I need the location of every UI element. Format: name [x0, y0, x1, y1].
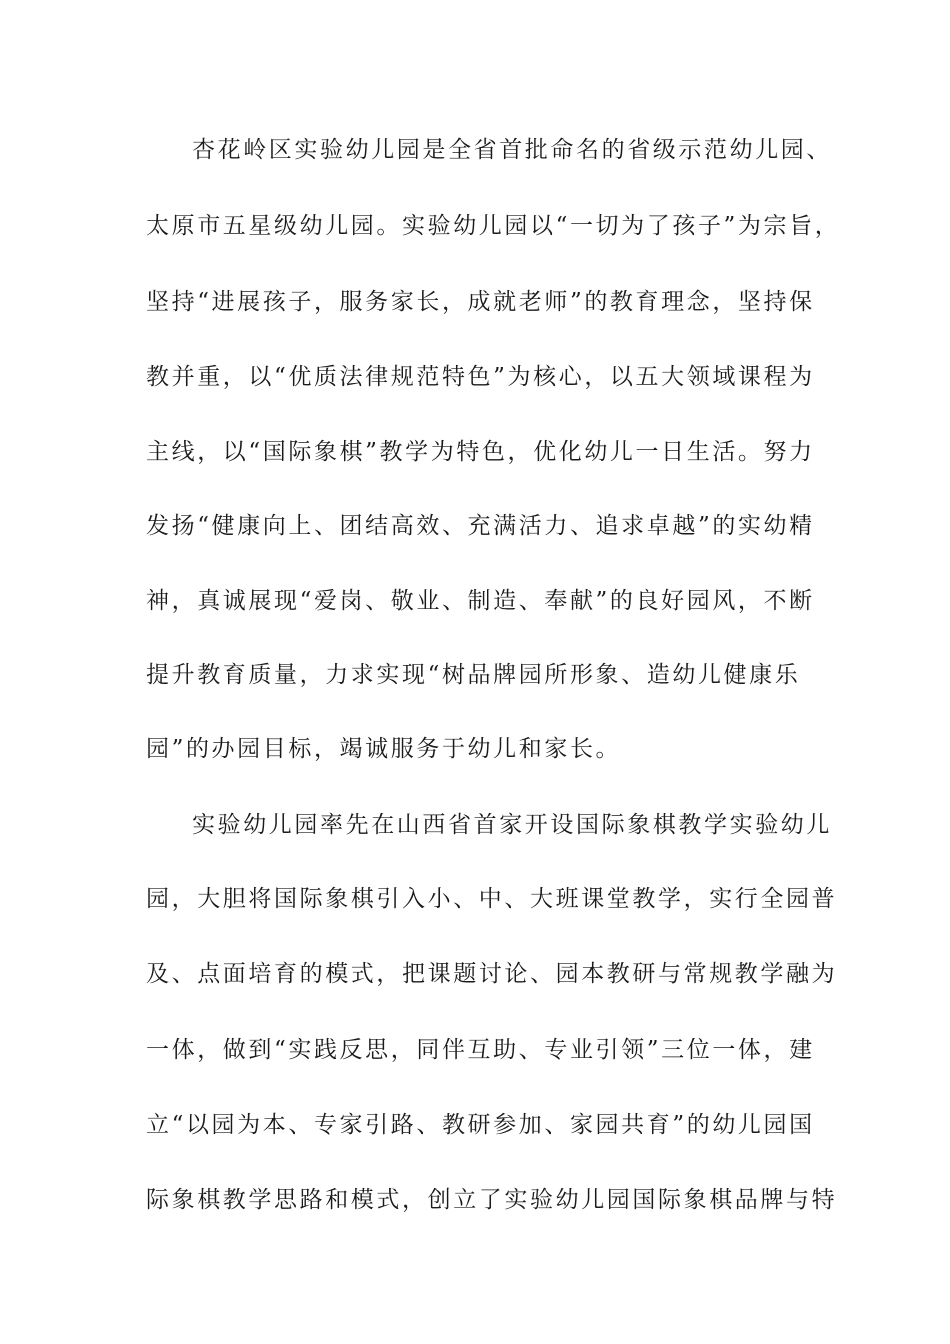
paragraph-1-line-5: 主线，以“国际象棋”教学为特色，优化幼儿一日生活。努力: [146, 439, 815, 465]
paragraph-2-line-2: 园，大胆将国际象棋引入小、中、大班课堂教学，实行全园普: [146, 886, 838, 912]
paragraph-1-line-7: 神，真诚展现“爱岗、敬业、制造、奉献”的良好园风，不断: [146, 588, 815, 614]
paragraph-1-line-6: 发扬“健康向上、团结高效、充满活力、追求卓越”的实幼精: [146, 513, 815, 539]
paragraph-2-line-6: 际象棋教学思路和模式，创立了实验幼儿园国际象棋品牌与特: [146, 1187, 838, 1213]
paragraph-1-line-4: 教并重，以“优质法律规范特色”为核心，以五大领域课程为: [146, 364, 815, 390]
paragraph-2-line-1: 实验幼儿园率先在山西省首家开设国际象棋教学实验幼儿: [192, 812, 832, 838]
paragraph-2-line-5: 立“以园为本、专家引路、教研参加、家园共育”的幼儿园国: [146, 1112, 815, 1138]
paragraph-1-line-9: 园”的办园目标，竭诚服务于幼儿和家长。: [146, 736, 622, 762]
paragraph-1-line-2: 太原市五星级幼儿园。实验幼儿园以“一切为了孩子”为宗旨，: [146, 213, 841, 239]
paragraph-1-line-1: 杏花岭区实验幼儿园是全省首批命名的省级示范幼儿园、: [192, 137, 832, 163]
paragraph-1-line-3: 坚持“进展孩子，服务家长，成就老师”的教育理念，坚持保: [146, 289, 815, 315]
paragraph-2-line-4: 一体，做到“实践反思，同伴互助、专业引领”三位一体，建: [146, 1037, 815, 1063]
paragraph-1-line-8: 提升教育质量，力求实现“树品牌园所形象、造幼儿健康乐: [146, 662, 801, 688]
paragraph-2-line-3: 及、点面培育的模式，把课题讨论、园本教研与常规教学融为: [146, 961, 838, 987]
